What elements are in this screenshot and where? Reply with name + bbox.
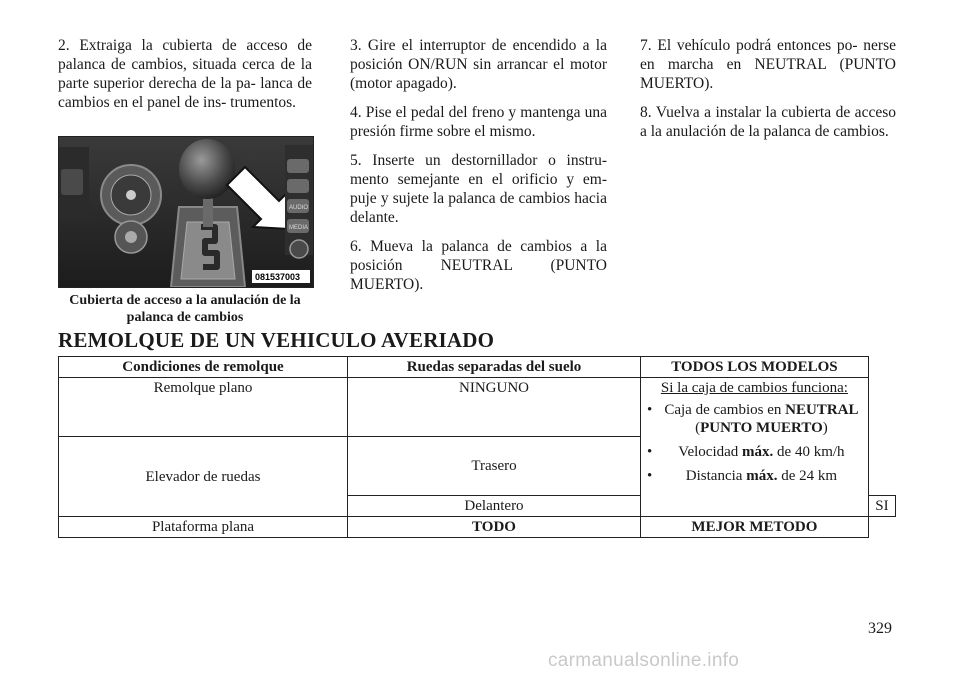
cell-condition-flat-tow: Remolque plano xyxy=(59,378,348,437)
shifter-override-figure xyxy=(58,136,314,288)
media-button-label: MEDIA xyxy=(289,225,309,231)
table-row xyxy=(59,378,896,437)
audio-button-label: AUDIO xyxy=(289,205,309,211)
site-watermark: carmanualsonline.info xyxy=(548,650,740,671)
figure-code: 081537003 xyxy=(255,272,301,282)
header-conditions: Condiciones de remolque xyxy=(59,357,348,378)
header-wheels: Ruedas separadas del suelo xyxy=(348,357,641,378)
cell-models-best: MEJOR METODO xyxy=(641,517,869,538)
step-5-paragraph: 5. Inserte un destornillador o instru- mento semejante en el orificio y em- puje y sujete la palanca de cambios hacia delante. xyxy=(350,152,607,226)
step-4-paragraph: 4. Pise el pedal del freno y mantenga una presión firme sobre el mismo. xyxy=(350,104,607,140)
cell-wheels-none: NINGUNO xyxy=(348,378,641,437)
cell-wheels-all: TODO xyxy=(348,517,641,538)
step-6-paragraph: 6. Mueva la palanca de cambios a la posición NEUTRAL (PUNTO MUERTO). xyxy=(350,238,607,293)
cell-transmission-note xyxy=(641,378,869,517)
text-column-2 xyxy=(350,36,607,304)
towing-table xyxy=(58,356,896,538)
text-column-1 xyxy=(58,36,312,122)
header-all-models: TODOS LOS MODELOS xyxy=(641,357,869,378)
figure-caption: Cubierta de acceso a la anulación de la palanca de cambios xyxy=(69,293,301,325)
step-3-paragraph: 3. Gire el interruptor de encendido a la posición ON/RUN sin arrancar el motor (motor apagado). xyxy=(350,37,607,92)
text-column-3 xyxy=(640,36,896,151)
list-item: • Distancia máx. de 24 km xyxy=(647,467,862,485)
cell-condition-wheel-lift: Elevador de ruedas xyxy=(59,437,348,517)
list-item: • Caja de cambios en NEUTRAL (PUNTO MUERTO) xyxy=(647,401,862,437)
section-title: REMOLQUE DE UN VEHICULO AVERIADO xyxy=(58,328,495,352)
note-list xyxy=(647,401,862,485)
table-row xyxy=(59,517,896,538)
cell-wheels-front: Delantero xyxy=(348,496,641,517)
cell-models-yes: SI xyxy=(868,496,895,517)
cell-condition-flatbed: Plataforma plana xyxy=(59,517,348,538)
list-item: • Velocidad máx. de 40 km/h xyxy=(647,443,862,461)
shifter-illustration xyxy=(59,137,313,287)
step-2-paragraph: 2. Extraiga la cubierta de acceso de palanca de cambios, situada cerca de la parte superior derecha de la pa- lanca de cambios en el panel de ins- trumentos. xyxy=(58,37,312,111)
step-8-paragraph: 8. Vuelva a instalar la cubierta de acceso a la anulación de la palanca de cambios. xyxy=(640,104,896,140)
page-number: 329 xyxy=(868,620,892,637)
table-header-row xyxy=(59,357,896,378)
step-7-paragraph: 7. El vehículo podrá entonces po- nerse en marcha en NEUTRAL (PUNTO MUERTO). xyxy=(640,37,896,92)
note-heading: Si la caja de cambios funciona: xyxy=(660,380,848,396)
cell-wheels-rear: Trasero xyxy=(348,437,641,496)
